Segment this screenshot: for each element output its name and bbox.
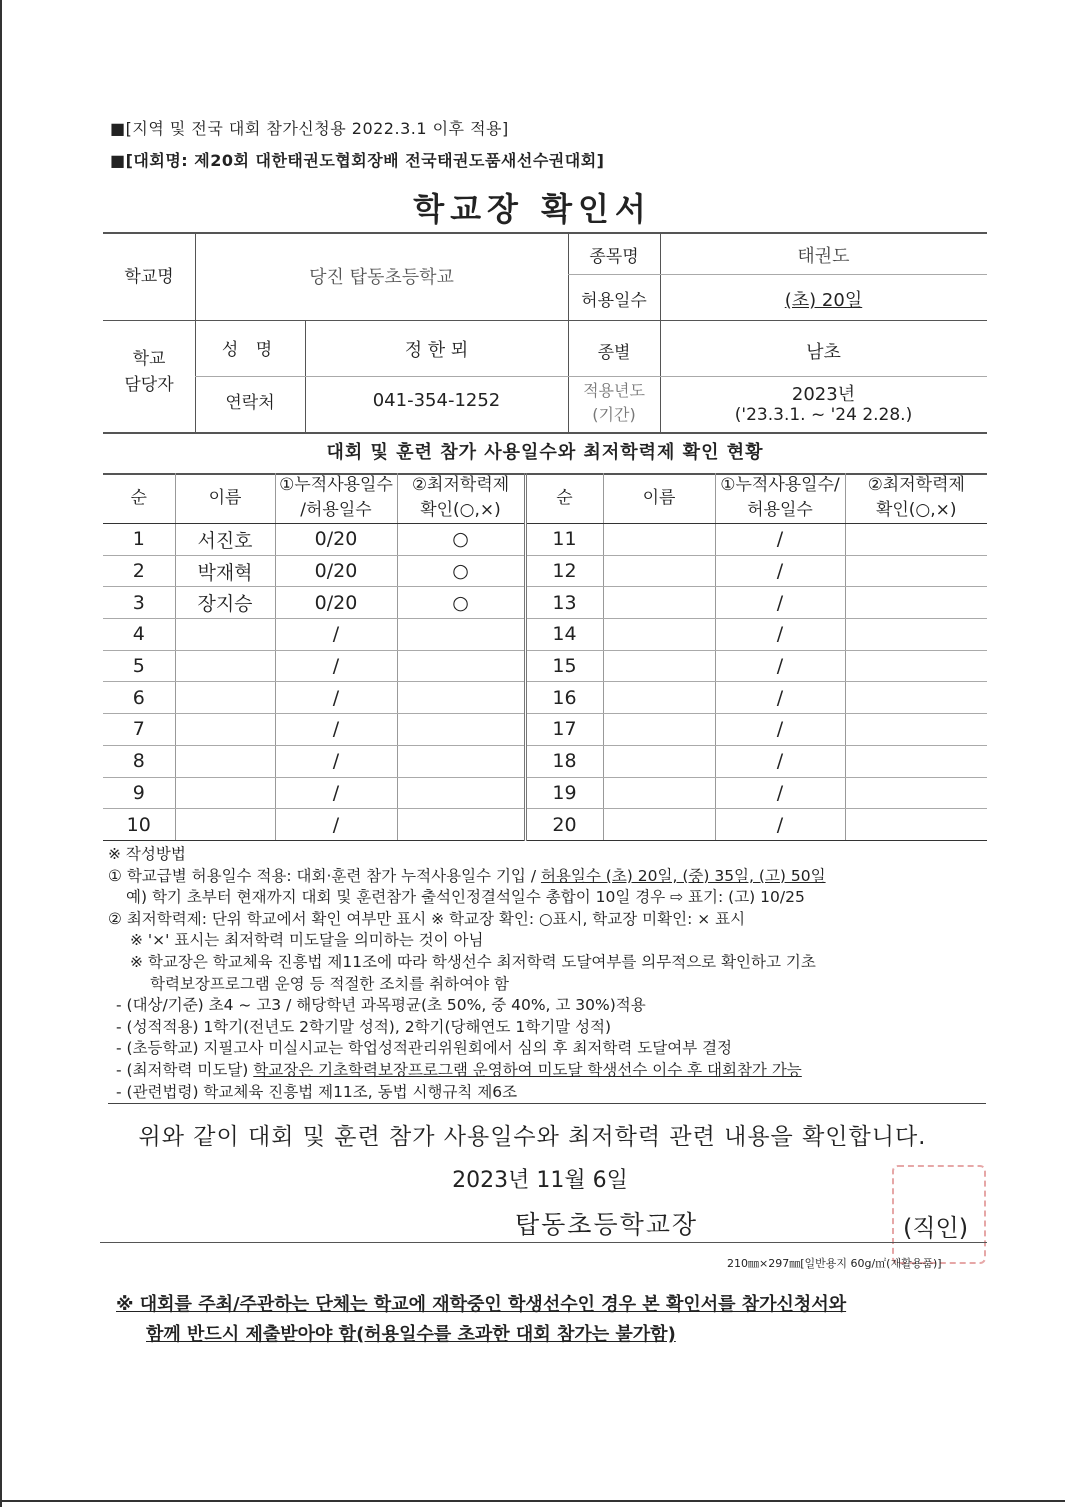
cell-days: / [275,619,397,651]
document-title: 학교장 확인서 [413,190,652,228]
cell-days2: / [715,650,845,682]
cell-ok2 [845,555,987,587]
footer-line-1: ※ 대회를 주최/주관하는 단체는 학교에 재학중인 학생선수인 경우 본 확인서를 참가신청서와 [116,1294,847,1315]
cell-name2 [603,809,715,841]
attendance-table [103,473,987,841]
cell-days: / [275,682,397,714]
cell-name2 [603,555,715,587]
cell-no2: 19 [525,777,603,809]
cell-days2: / [715,619,845,651]
col-days-right: ①누적사용일수/ 허용일수 [715,473,845,524]
school-label: 학교명 [124,267,174,287]
cell-name: 박재혁 [175,555,275,587]
cell-days: / [275,809,397,841]
name-value: 정 한 뫼 [404,340,469,361]
cell-no2: 17 [525,714,603,746]
cell-no: 9 [103,777,175,809]
table-row [103,587,987,619]
note-1: ① 학교급별 허용일수 적용: 대회·훈련 참가 누적사용일수 기입 / 허용일수 (초) 20일, (중) 35일, (고) 50일 [108,866,826,885]
contact-value: 041-354-1252 [372,390,501,411]
cell-days2: / [715,682,845,714]
contact-label: 연락처 [225,393,275,413]
cell-name2 [603,619,715,651]
cell-ok2 [845,650,987,682]
instructions [108,844,988,1104]
col-confirm-left: ②최저학력제 확인(○,×) [397,473,525,524]
cell-no: 6 [103,682,175,714]
notes-heading: ※ 작성방법 [108,845,186,863]
note-4-cont: 학력보장프로그램 운영 등 적절한 조치를 취하여야 함 [150,974,509,993]
note-1-example: 예) 학기 초부터 현재까지 대회 및 훈련참가 출석인정결석일수 총합이 10일 경우 ⇨ 표기: (고) 10/25 [126,888,805,907]
cell-ok2 [845,682,987,714]
table-row [103,650,987,682]
category-value: 남초 [806,342,841,363]
section-title: 대회 및 훈련 참가 사용일수와 최저학력제 확인 현황 [326,442,764,463]
col-confirm-right: ②최저학력제 확인(○,×) [845,473,987,524]
cell-days2: / [715,714,845,746]
cell-name [175,809,275,841]
cell-ok: ○ [397,524,525,556]
year-period-label: (기간) [592,405,636,424]
year-value: 2023년 [791,384,856,405]
cell-name2 [603,777,715,809]
cell-no: 5 [103,650,175,682]
col-no-right: 순 [525,473,603,524]
school-value: 당진 탑동초등학교 [309,267,454,288]
header-line-1: ■[지역 및 전국 대회 참가신청용 2022.3.1 이후 적용] [110,119,509,138]
cell-name [175,619,275,651]
cell-days: 0/20 [275,555,397,587]
detail-2: - (성적적용) 1학기(전년도 2학기말 성적), 2학기(당해연도 1학기말 성적) [116,1017,612,1036]
cell-name [175,682,275,714]
cell-ok2 [845,777,987,809]
table-row [103,524,987,556]
cell-ok2 [845,619,987,651]
cell-name2 [603,682,715,714]
cell-ok [397,650,525,682]
cell-ok [397,777,525,809]
table-row [103,745,987,777]
col-no-left: 순 [103,473,175,524]
cell-no2: 15 [525,650,603,682]
table-row [103,619,987,651]
period-value: ('23.3.1. ~ '24 2.28.) [734,405,913,425]
cell-ok: ○ [397,587,525,619]
cell-ok [397,714,525,746]
cell-no: 8 [103,745,175,777]
cell-days2: / [715,587,845,619]
cell-name2 [603,745,715,777]
cell-no: 10 [103,809,175,841]
cell-no: 2 [103,555,175,587]
cell-ok2 [845,809,987,841]
cell-days2: / [715,555,845,587]
cell-ok [397,682,525,714]
allowed-days-label: 허용일수 [581,291,647,311]
cell-name [175,650,275,682]
table-row [103,682,987,714]
cell-name2 [603,714,715,746]
page-border-bottom [0,1500,1065,1502]
seal-label: (직인) [903,1214,969,1242]
cell-days2: / [715,745,845,777]
cell-no: 3 [103,587,175,619]
detail-3: - (초등학교) 지필고사 미실시교는 학업성적관리위원회에서 심의 후 최저학력 도달여부 결정 [116,1039,733,1058]
cell-name [175,745,275,777]
cell-no2: 14 [525,619,603,651]
cell-days2: / [715,524,845,556]
cell-name: 서진호 [175,524,275,556]
manager-label: 학교 담당자 [124,349,174,395]
cell-days2: / [715,809,845,841]
cell-days: / [275,650,397,682]
cell-name: 장지승 [175,587,275,619]
cell-days: / [275,745,397,777]
allowed-days-value: (초) 20일 [784,290,863,311]
cell-ok [397,619,525,651]
category-label: 종별 [597,343,631,363]
confirm-statement: 위와 같이 대회 및 훈련 참가 사용일수와 최저학력 관련 내용을 확인합니다. [138,1124,927,1150]
note-3: ※ '×' 표시는 최저학력 미도달을 의미하는 것이 아님 [130,931,484,950]
paper-spec: 210㎜×297㎜[일반용지 60g/㎡(재활용품)] [727,1257,942,1270]
cell-no2: 16 [525,682,603,714]
cell-days: 0/20 [275,524,397,556]
table-header-row [103,473,987,524]
cell-name [175,777,275,809]
detail-4: - (최저학력 미도달) 학교장은 기초학력보장프로그램 운영하여 미도달 학생선수 이수 후 대회참가 가능 [116,1060,802,1079]
cell-ok2 [845,524,987,556]
cell-ok [397,745,525,777]
cell-days: 0/20 [275,587,397,619]
cell-days: / [275,777,397,809]
cell-ok2 [845,714,987,746]
table-row [103,777,987,809]
principal-signature: 탑동초등학교장 [515,1210,699,1239]
cell-no2: 13 [525,587,603,619]
name-label: 성 명 [221,340,279,360]
detail-5: - (관련법령) 학교체육 진흥법 제11조, 동법 시행규칙 제6조 [108,1082,986,1105]
note-2: ② 최저학력제: 단위 학교에서 확인 여부만 표시 ※ 학교장 확인: ○표시, 학교장 미확인: × 표시 [108,909,746,928]
cell-days2: / [715,777,845,809]
cell-ok [397,809,525,841]
event-value: 태권도 [797,246,850,267]
event-label: 종목명 [589,247,639,267]
table-row [103,809,987,841]
cell-no2: 12 [525,555,603,587]
cell-name [175,714,275,746]
cell-no2: 11 [525,524,603,556]
col-days-left: ①누적사용일수 /허용일수 [275,473,397,524]
cell-no: 1 [103,524,175,556]
cell-ok: ○ [397,555,525,587]
table-row [103,714,987,746]
cell-ok2 [845,745,987,777]
cell-name2 [603,587,715,619]
footer-line-2: 함께 반드시 제출받아야 함(허용일수를 초과한 대회 참가는 불가함) [146,1324,676,1345]
col-name-left: 이름 [175,473,275,524]
note-4: ※ 학교장은 학교체육 진흥법 제11조에 따라 학생선수 최저학력 도달여부를 의무적으로 확인하고 기초 [130,952,816,971]
cell-name2 [603,524,715,556]
cell-name2 [603,650,715,682]
detail-1: - (대상/기준) 초4 ~ 고3 / 해당학년 과목평균(초 50%, 중 40%, 고 30%)적용 [116,996,646,1015]
cell-no: 4 [103,619,175,651]
footer-notice [116,1290,846,1350]
table-row [103,555,987,587]
cell-no2: 20 [525,809,603,841]
cell-no2: 18 [525,745,603,777]
col-name-right: 이름 [603,473,715,524]
issue-date: 2023년 11월 6일 [452,1168,628,1193]
cell-ok2 [845,587,987,619]
header-competition-name: ■[대회명: 제20회 대한태권도협회장배 전국태권도품새선수권대회] [110,151,605,170]
cell-no: 7 [103,714,175,746]
year-label: 적용년도 [583,381,645,400]
cell-days: / [275,714,397,746]
